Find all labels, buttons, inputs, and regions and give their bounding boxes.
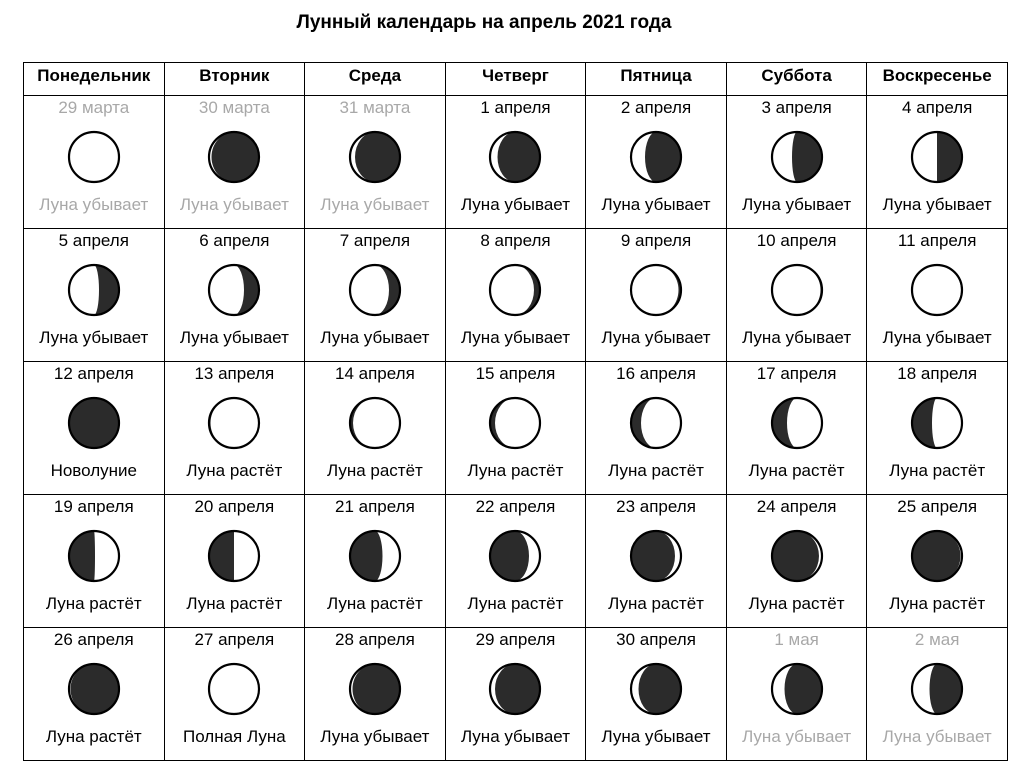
weekday-header-row (24, 63, 1008, 96)
day-cell (586, 628, 727, 761)
day-date: 30 марта (198, 98, 270, 117)
moon-phase-icon (66, 129, 122, 185)
moon-status: Луна убывает (601, 328, 711, 347)
moon-phase-icon (66, 395, 122, 451)
moon-status: Луна убывает (882, 727, 992, 746)
day-cell (867, 628, 1008, 761)
moon-phase-icon (909, 528, 965, 584)
day-date: 15 апреля (475, 364, 556, 383)
day-date: 4 апреля (902, 98, 973, 117)
day-cell (24, 229, 165, 362)
moon-phase-icon (66, 262, 122, 318)
moon-status: Луна убывает (882, 328, 992, 347)
moon-phase-icon (628, 528, 684, 584)
moon-status: Луна убывает (742, 727, 852, 746)
moon-phase-icon (347, 129, 403, 185)
day-date: 1 мая (774, 630, 819, 649)
moon-phase-icon (347, 661, 403, 717)
moon-status: Луна растёт (186, 594, 283, 613)
moon-phase-icon (628, 395, 684, 451)
day-cell (164, 628, 305, 761)
day-date: 22 апреля (475, 497, 556, 516)
day-date: 7 апреля (339, 231, 411, 250)
day-cell (164, 229, 305, 362)
day-cell (445, 229, 586, 362)
day-date: 26 апреля (53, 630, 134, 649)
day-cell (305, 362, 446, 495)
moon-phase-icon (769, 262, 825, 318)
week-row (24, 96, 1008, 229)
weekday-header: Воскресенье (867, 63, 1008, 96)
day-cell (726, 628, 867, 761)
day-cell (445, 362, 586, 495)
moon-status: Луна убывает (39, 195, 149, 214)
moon-status: Луна растёт (326, 461, 423, 480)
day-date: 8 апреля (480, 231, 551, 250)
moon-status: Луна растёт (608, 594, 704, 613)
moon-phase-icon (628, 262, 684, 318)
day-cell (24, 362, 165, 495)
weekday-header: Четверг (445, 63, 586, 96)
day-cell (445, 628, 586, 761)
day-cell (24, 495, 165, 628)
moon-status: Луна растёт (748, 594, 845, 613)
day-date: 9 апреля (620, 231, 692, 250)
week-row (24, 362, 1008, 495)
moon-phase-icon (769, 129, 825, 185)
moon-phase-icon (909, 262, 965, 318)
weekday-header: Вторник (164, 63, 305, 96)
day-cell (726, 495, 867, 628)
moon-status: Луна убывает (179, 328, 289, 347)
moon-status: Полная Луна (183, 727, 286, 746)
moon-phase-icon (628, 661, 684, 717)
day-cell (164, 495, 305, 628)
day-date: 29 марта (58, 98, 130, 117)
day-date: 25 апреля (897, 497, 978, 516)
day-date: 12 апреля (53, 364, 134, 383)
moon-status: Луна убывает (179, 195, 289, 214)
day-cell (867, 362, 1008, 495)
moon-phase-icon (347, 395, 403, 451)
moon-status: Луна убывает (742, 328, 852, 347)
day-cell (867, 495, 1008, 628)
week-row (24, 495, 1008, 628)
moon-phase-icon (909, 395, 965, 451)
moon-status: Луна убывает (742, 195, 852, 214)
page-title: Лунный календарь на апрель 2021 года (296, 12, 672, 33)
day-date: 24 апреля (756, 497, 837, 516)
moon-phase-icon (487, 262, 543, 318)
moon-phase-icon (206, 528, 262, 584)
moon-phase-icon (206, 661, 262, 717)
moon-phase-icon (347, 528, 403, 584)
day-date: 5 апреля (58, 231, 129, 250)
weekday-header: Суббота (726, 63, 867, 96)
day-date: 2 апреля (620, 98, 692, 117)
day-date: 17 апреля (756, 364, 837, 383)
weekday-header: Среда (305, 63, 446, 96)
day-date: 20 апреля (194, 497, 275, 516)
moon-status: Луна убывает (460, 195, 570, 214)
moon-phase-icon (909, 129, 965, 185)
day-date: 21 апреля (335, 497, 415, 516)
moon-phase-icon (66, 661, 122, 717)
day-date: 27 апреля (194, 630, 275, 649)
day-date: 10 апреля (756, 231, 837, 250)
moon-phase-icon (769, 395, 825, 451)
moon-status: Луна убывает (320, 195, 430, 214)
moon-phase-icon (206, 129, 262, 185)
day-cell (164, 362, 305, 495)
moon-status: Луна растёт (889, 594, 986, 613)
day-date: 16 апреля (616, 364, 696, 383)
day-date: 30 апреля (616, 630, 696, 649)
day-cell (24, 628, 165, 761)
day-cell (586, 96, 727, 229)
day-cell (164, 96, 305, 229)
moon-status: Луна убывает (460, 727, 570, 746)
day-cell (305, 495, 446, 628)
day-date: 28 апреля (335, 630, 415, 649)
moon-status: Луна растёт (45, 727, 142, 746)
moon-phase-icon (487, 395, 543, 451)
week-row (24, 229, 1008, 362)
day-cell (867, 96, 1008, 229)
day-date: 3 апреля (761, 98, 832, 117)
day-date: 11 апреля (897, 231, 977, 250)
day-date: 13 апреля (194, 364, 275, 383)
weekday-header: Понедельник (24, 63, 165, 96)
moon-status: Луна убывает (601, 195, 711, 214)
day-date: 31 марта (339, 98, 411, 117)
day-cell (726, 229, 867, 362)
moon-status: Луна убывает (320, 727, 430, 746)
moon-status: Луна растёт (326, 594, 423, 613)
moon-phase-icon (487, 129, 543, 185)
moon-phase-icon (487, 528, 543, 584)
moon-status: Луна убывает (39, 328, 149, 347)
day-date: 19 апреля (53, 497, 134, 516)
day-cell (586, 362, 727, 495)
moon-status: Луна растёт (889, 461, 986, 480)
day-cell (867, 229, 1008, 362)
day-cell (445, 495, 586, 628)
lunar-calendar-table (23, 62, 1008, 761)
day-cell (305, 229, 446, 362)
moon-phase-icon (66, 528, 122, 584)
moon-phase-icon (769, 661, 825, 717)
day-cell (726, 362, 867, 495)
moon-status: Луна убывает (882, 195, 992, 214)
moon-phase-icon (347, 262, 403, 318)
day-cell (305, 628, 446, 761)
moon-phase-icon (909, 661, 965, 717)
day-date: 2 мая (914, 630, 960, 649)
weekday-header: Пятница (586, 63, 727, 96)
moon-status: Луна растёт (467, 461, 564, 480)
moon-phase-icon (628, 129, 684, 185)
day-cell (586, 229, 727, 362)
day-cell (586, 495, 727, 628)
day-cell (24, 96, 165, 229)
day-cell (726, 96, 867, 229)
moon-status: Луна растёт (186, 461, 283, 480)
moon-status: Луна убывает (460, 328, 570, 347)
moon-phase-icon (487, 661, 543, 717)
day-date: 6 апреля (199, 231, 270, 250)
day-date: 14 апреля (335, 364, 415, 383)
moon-status: Луна убывает (601, 727, 711, 746)
moon-phase-icon (206, 262, 262, 318)
day-cell (305, 96, 446, 229)
moon-status: Луна растёт (467, 594, 564, 613)
moon-phase-icon (769, 528, 825, 584)
day-cell (445, 96, 586, 229)
day-date: 1 апреля (480, 98, 551, 117)
calendar-body (24, 96, 1008, 761)
day-date: 23 апреля (616, 497, 696, 516)
day-date: 29 апреля (475, 630, 556, 649)
moon-status: Луна растёт (608, 461, 704, 480)
moon-status: Луна растёт (748, 461, 845, 480)
moon-status: Луна растёт (45, 594, 142, 613)
day-date: 18 апреля (897, 364, 978, 383)
moon-status: Луна убывает (320, 328, 430, 347)
moon-status: Новолуние (50, 461, 137, 480)
moon-phase-icon (206, 395, 262, 451)
week-row (24, 628, 1008, 761)
